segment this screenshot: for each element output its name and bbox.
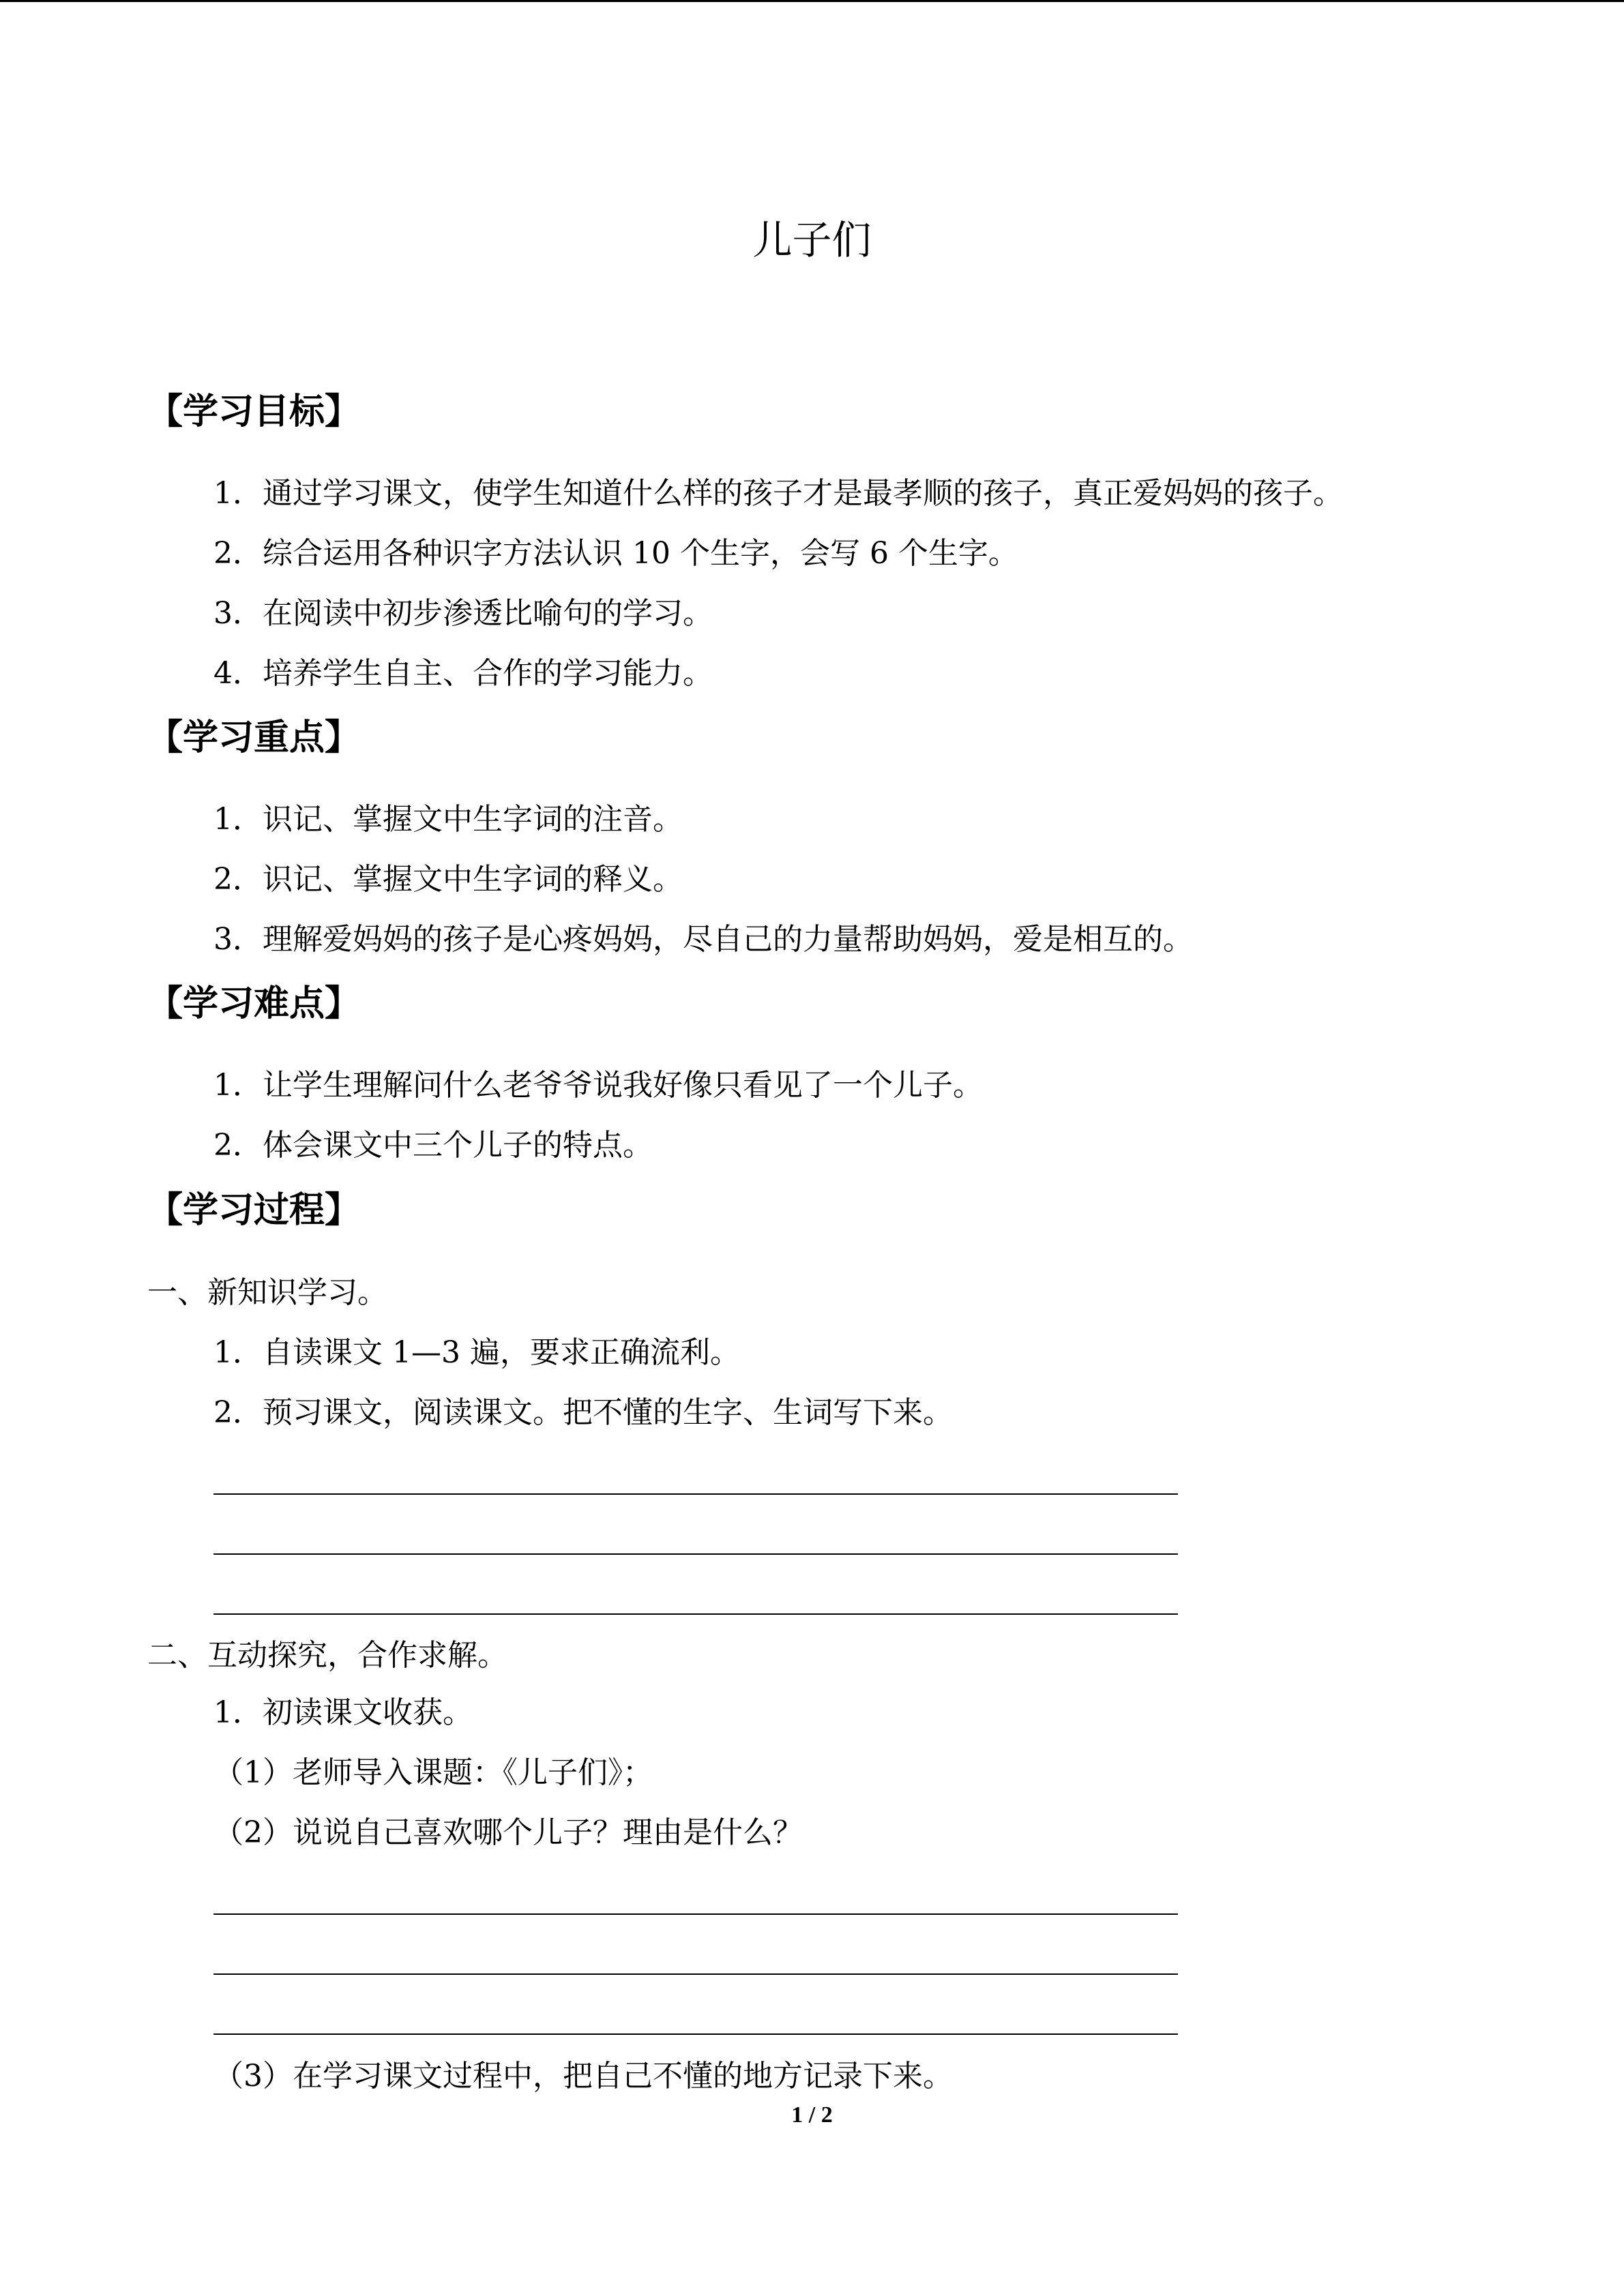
section-1-title: 一、新知识学习。 [147, 1275, 387, 1310]
answer-line[interactable] [213, 1493, 1178, 1495]
page-title: 儿子们 [752, 217, 872, 263]
section-2-title: 二、互动探究，合作求解。 [147, 1638, 507, 1673]
key-point-item-1: 1．识记、掌握文中生字词的注音。 [213, 802, 683, 837]
key-points-heading: 【学习重点】 [147, 717, 361, 758]
key-point-item-2: 2．识记、掌握文中生字词的释义。 [213, 862, 683, 897]
section-2-sub-item-2: （2）说说自己喜欢哪个儿子？理由是什么？ [213, 1815, 803, 1850]
objectives-heading: 【学习目标】 [147, 391, 361, 432]
section-2-sub-item-1: （1）老师导入课题：《儿子们》； [213, 1755, 653, 1790]
difficulty-item-1: 1．让学生理解问什么老爷爷说我好像只看见了一个儿子。 [213, 1068, 983, 1103]
section-1-item-2: 2．预习课文，阅读课文。把不懂的生字、生词写下来。 [213, 1395, 953, 1430]
top-border-line [0, 0, 1624, 2]
objective-item-3: 3．在阅读中初步渗透比喻句的学习。 [213, 596, 713, 631]
answer-line[interactable] [213, 1973, 1178, 1975]
objective-item-4: 4．培养学生自主、合作的学习能力。 [213, 656, 713, 691]
answer-line[interactable] [213, 2033, 1178, 2035]
difficulty-item-2: 2．体会课文中三个儿子的特点。 [213, 1128, 653, 1163]
difficulties-heading: 【学习难点】 [147, 983, 361, 1024]
section-2-sub-item-3: （3）在学习课文过程中，把自己不懂的地方记录下来。 [213, 2059, 953, 2093]
section-2-item-1: 1．初读课文收获。 [213, 1695, 473, 1730]
answer-line[interactable] [213, 1553, 1178, 1555]
page-number: 1 / 2 [791, 2102, 833, 2128]
objective-item-2: 2．综合运用各种识字方法认识 10 个生字，会写 6 个生字。 [213, 536, 1018, 571]
section-1-item-1: 1．自读课文 1—3 遍，要求正确流利。 [213, 1335, 740, 1370]
process-heading: 【学习过程】 [147, 1190, 361, 1231]
answer-line[interactable] [213, 1913, 1178, 1915]
key-point-item-3: 3．理解爱妈妈的孩子是心疼妈妈，尽自己的力量帮助妈妈，爱是相互的。 [213, 922, 1193, 957]
objective-item-1: 1．通过学习课文，使学生知道什么样的孩子才是最孝顺的孩子，真正爱妈妈的孩子。 [213, 476, 1343, 511]
answer-line[interactable] [213, 1613, 1178, 1615]
